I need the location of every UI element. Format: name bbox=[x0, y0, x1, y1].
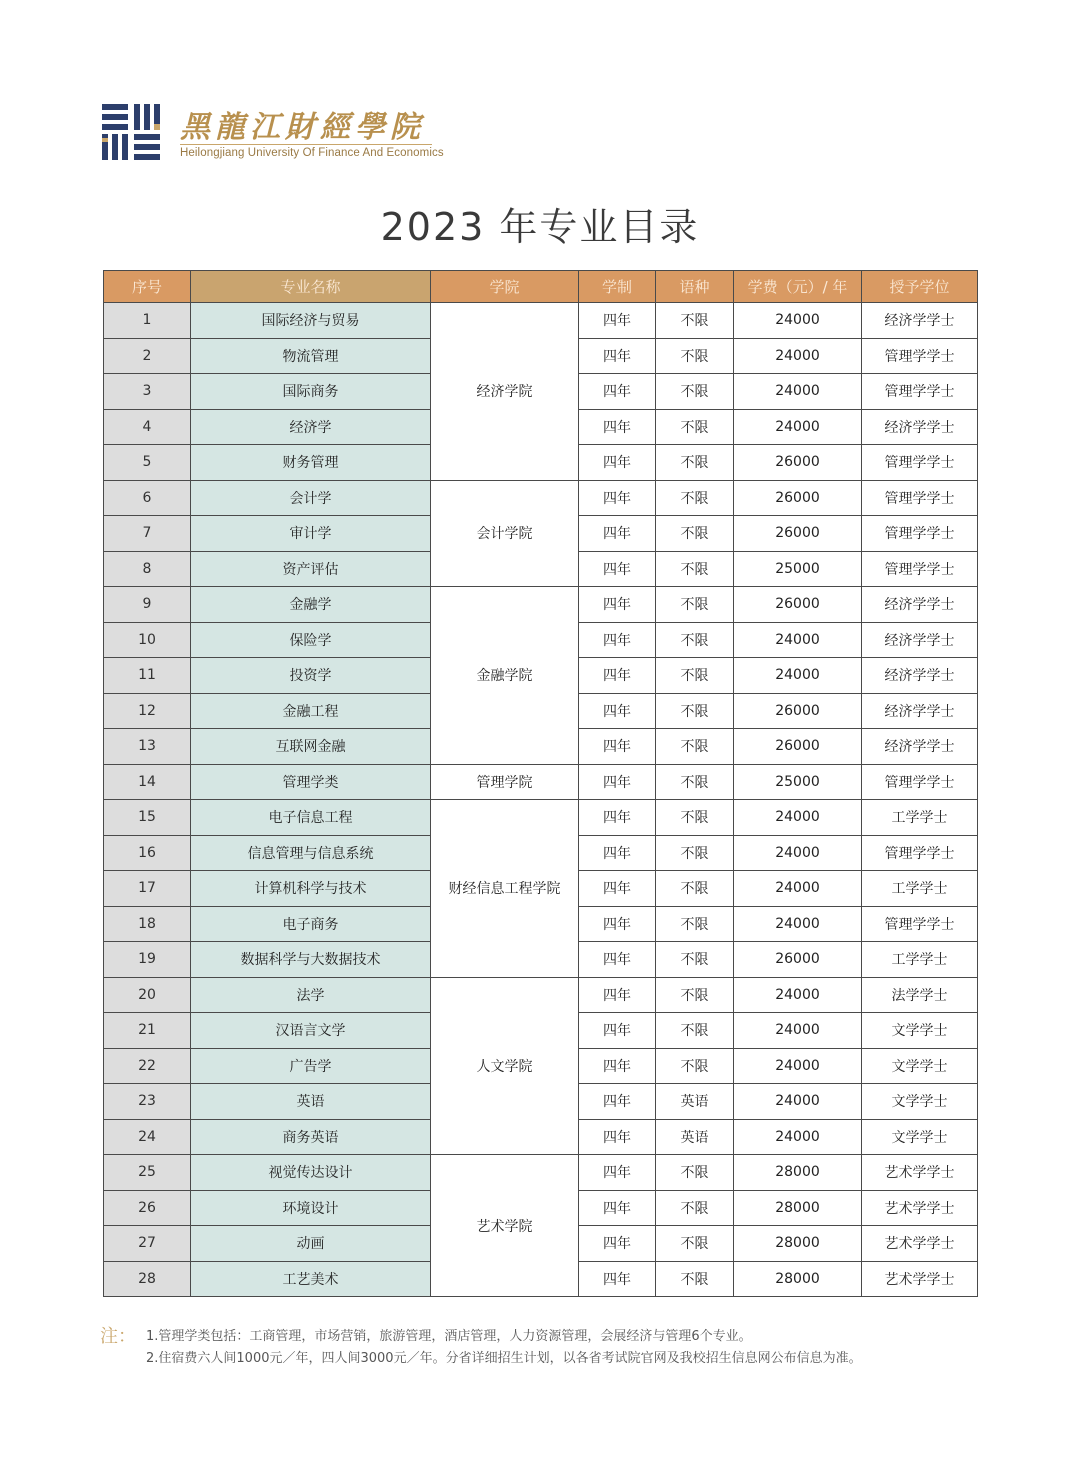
college-name: 艺术学院 bbox=[431, 1155, 579, 1297]
tuition-fee: 24000 bbox=[734, 906, 862, 942]
tuition-fee: 26000 bbox=[734, 693, 862, 729]
major-name: 工艺美术 bbox=[191, 1261, 431, 1297]
degree: 工学学士 bbox=[862, 800, 978, 836]
degree: 经济学学士 bbox=[862, 693, 978, 729]
table-body bbox=[104, 303, 978, 1297]
degree: 工学学士 bbox=[862, 871, 978, 907]
degree: 文学学士 bbox=[862, 1048, 978, 1084]
tuition-fee: 26000 bbox=[734, 729, 862, 765]
duration: 四年 bbox=[579, 1084, 656, 1120]
table-row bbox=[104, 587, 978, 623]
degree: 管理学学士 bbox=[862, 374, 978, 410]
duration: 四年 bbox=[579, 658, 656, 694]
language: 不限 bbox=[656, 1190, 734, 1226]
tuition-fee: 24000 bbox=[734, 1084, 862, 1120]
degree: 管理学学士 bbox=[862, 764, 978, 800]
language: 不限 bbox=[656, 764, 734, 800]
row-number: 24 bbox=[104, 1119, 191, 1155]
major-name: 电子信息工程 bbox=[191, 800, 431, 836]
major-name: 保险学 bbox=[191, 622, 431, 658]
duration: 四年 bbox=[579, 764, 656, 800]
duration: 四年 bbox=[579, 1048, 656, 1084]
row-number: 2 bbox=[104, 338, 191, 374]
language: 不限 bbox=[656, 835, 734, 871]
tuition-fee: 24000 bbox=[734, 977, 862, 1013]
duration: 四年 bbox=[579, 1119, 656, 1155]
degree: 经济学学士 bbox=[862, 658, 978, 694]
duration: 四年 bbox=[579, 338, 656, 374]
major-name: 互联网金融 bbox=[191, 729, 431, 765]
table-row bbox=[104, 977, 978, 1013]
degree: 经济学学士 bbox=[862, 622, 978, 658]
row-number: 22 bbox=[104, 1048, 191, 1084]
degree: 管理学学士 bbox=[862, 516, 978, 552]
duration: 四年 bbox=[579, 906, 656, 942]
major-name: 财务管理 bbox=[191, 445, 431, 481]
language: 不限 bbox=[656, 551, 734, 587]
header-fee: 学费（元）/ 年 bbox=[734, 271, 862, 303]
tuition-fee: 25000 bbox=[734, 764, 862, 800]
row-number: 3 bbox=[104, 374, 191, 410]
table-row bbox=[104, 480, 978, 516]
duration: 四年 bbox=[579, 1226, 656, 1262]
language: 不限 bbox=[656, 693, 734, 729]
major-name: 广告学 bbox=[191, 1048, 431, 1084]
language: 不限 bbox=[656, 1261, 734, 1297]
note-line-1: 1.管理学类包括：工商管理，市场营销，旅游管理，酒店管理，人力资源管理，会展经济与管理6个专业。 bbox=[146, 1329, 752, 1344]
tuition-fee: 24000 bbox=[734, 1119, 862, 1155]
major-name: 法学 bbox=[191, 977, 431, 1013]
college-name: 人文学院 bbox=[431, 977, 579, 1155]
university-name-cn: 黑龍江財經學院 bbox=[180, 110, 425, 145]
header-language: 语种 bbox=[656, 271, 734, 303]
degree: 管理学学士 bbox=[862, 480, 978, 516]
language: 不限 bbox=[656, 729, 734, 765]
duration: 四年 bbox=[579, 480, 656, 516]
degree: 艺术学学士 bbox=[862, 1190, 978, 1226]
major-name: 环境设计 bbox=[191, 1190, 431, 1226]
major-name: 会计学 bbox=[191, 480, 431, 516]
degree: 文学学士 bbox=[862, 1084, 978, 1120]
tuition-fee: 26000 bbox=[734, 445, 862, 481]
tuition-fee: 26000 bbox=[734, 587, 862, 623]
tuition-fee: 26000 bbox=[734, 480, 862, 516]
row-number: 7 bbox=[104, 516, 191, 552]
duration: 四年 bbox=[579, 587, 656, 623]
major-name: 金融学 bbox=[191, 587, 431, 623]
tuition-fee: 28000 bbox=[734, 1226, 862, 1262]
row-number: 6 bbox=[104, 480, 191, 516]
tuition-fee: 24000 bbox=[734, 835, 862, 871]
language: 不限 bbox=[656, 1226, 734, 1262]
major-name: 计算机科学与技术 bbox=[191, 871, 431, 907]
major-name: 物流管理 bbox=[191, 338, 431, 374]
degree: 艺术学学士 bbox=[862, 1226, 978, 1262]
duration: 四年 bbox=[579, 871, 656, 907]
tuition-fee: 24000 bbox=[734, 338, 862, 374]
language: 英语 bbox=[656, 1119, 734, 1155]
row-number: 26 bbox=[104, 1190, 191, 1226]
header-degree: 授予学位 bbox=[862, 271, 978, 303]
note-line-2: 2.住宿费六人间1000元／年，四人间3000元／年。分省详细招生计划，以各省考试院官网及我校招生信息网公布信息为准。 bbox=[146, 1351, 862, 1366]
major-name: 管理学类 bbox=[191, 764, 431, 800]
duration: 四年 bbox=[579, 729, 656, 765]
major-name: 国际经济与贸易 bbox=[191, 303, 431, 339]
tuition-fee: 28000 bbox=[734, 1190, 862, 1226]
college-name: 财经信息工程学院 bbox=[431, 800, 579, 978]
major-name: 电子商务 bbox=[191, 906, 431, 942]
row-number: 10 bbox=[104, 622, 191, 658]
tuition-fee: 24000 bbox=[734, 871, 862, 907]
tuition-fee: 24000 bbox=[734, 800, 862, 836]
page-title: 2023 年专业目录 bbox=[380, 205, 700, 249]
degree: 经济学学士 bbox=[862, 303, 978, 339]
row-number: 16 bbox=[104, 835, 191, 871]
table-row bbox=[104, 764, 978, 800]
row-number: 18 bbox=[104, 906, 191, 942]
table-header-row bbox=[104, 271, 978, 303]
degree: 法学学士 bbox=[862, 977, 978, 1013]
language: 不限 bbox=[656, 942, 734, 978]
major-name: 国际商务 bbox=[191, 374, 431, 410]
row-number: 12 bbox=[104, 693, 191, 729]
major-name: 商务英语 bbox=[191, 1119, 431, 1155]
duration: 四年 bbox=[579, 409, 656, 445]
row-number: 27 bbox=[104, 1226, 191, 1262]
language: 不限 bbox=[656, 374, 734, 410]
language: 不限 bbox=[656, 658, 734, 694]
duration: 四年 bbox=[579, 1190, 656, 1226]
degree: 文学学士 bbox=[862, 1013, 978, 1049]
degree: 经济学学士 bbox=[862, 587, 978, 623]
tuition-fee: 24000 bbox=[734, 658, 862, 694]
row-number: 23 bbox=[104, 1084, 191, 1120]
row-number: 14 bbox=[104, 764, 191, 800]
language: 不限 bbox=[656, 977, 734, 1013]
duration: 四年 bbox=[579, 942, 656, 978]
degree: 工学学士 bbox=[862, 942, 978, 978]
major-name: 汉语言文学 bbox=[191, 1013, 431, 1049]
notes-label: 注： bbox=[100, 1326, 136, 1347]
language: 不限 bbox=[656, 1155, 734, 1191]
row-number: 1 bbox=[104, 303, 191, 339]
duration: 四年 bbox=[579, 1155, 656, 1191]
duration: 四年 bbox=[579, 374, 656, 410]
major-name: 金融工程 bbox=[191, 693, 431, 729]
duration: 四年 bbox=[579, 977, 656, 1013]
language: 不限 bbox=[656, 1013, 734, 1049]
degree: 管理学学士 bbox=[862, 551, 978, 587]
tuition-fee: 24000 bbox=[734, 409, 862, 445]
row-number: 15 bbox=[104, 800, 191, 836]
table-row bbox=[104, 303, 978, 339]
language: 不限 bbox=[656, 1048, 734, 1084]
row-number: 8 bbox=[104, 551, 191, 587]
duration: 四年 bbox=[579, 622, 656, 658]
degree: 文学学士 bbox=[862, 1119, 978, 1155]
tuition-fee: 26000 bbox=[734, 516, 862, 552]
tuition-fee: 24000 bbox=[734, 622, 862, 658]
university-name-en: Heilongjiang University Of Finance And Economics bbox=[180, 144, 432, 159]
degree: 管理学学士 bbox=[862, 835, 978, 871]
table-row bbox=[104, 800, 978, 836]
header-college: 学院 bbox=[431, 271, 579, 303]
tuition-fee: 25000 bbox=[734, 551, 862, 587]
tuition-fee: 24000 bbox=[734, 303, 862, 339]
language: 不限 bbox=[656, 800, 734, 836]
duration: 四年 bbox=[579, 516, 656, 552]
tuition-fee: 24000 bbox=[734, 374, 862, 410]
duration: 四年 bbox=[579, 693, 656, 729]
tuition-fee: 26000 bbox=[734, 942, 862, 978]
header-no: 序号 bbox=[104, 271, 191, 303]
degree: 管理学学士 bbox=[862, 445, 978, 481]
row-number: 13 bbox=[104, 729, 191, 765]
duration: 四年 bbox=[579, 1261, 656, 1297]
tuition-fee: 28000 bbox=[734, 1155, 862, 1191]
college-name: 经济学院 bbox=[431, 303, 579, 481]
college-name: 会计学院 bbox=[431, 480, 579, 587]
language: 不限 bbox=[656, 445, 734, 481]
header-duration: 学制 bbox=[579, 271, 656, 303]
degree: 艺术学学士 bbox=[862, 1261, 978, 1297]
language: 不限 bbox=[656, 303, 734, 339]
major-name: 视觉传达设计 bbox=[191, 1155, 431, 1191]
row-number: 17 bbox=[104, 871, 191, 907]
degree: 经济学学士 bbox=[862, 409, 978, 445]
language: 不限 bbox=[656, 587, 734, 623]
language: 不限 bbox=[656, 871, 734, 907]
table-row bbox=[104, 1155, 978, 1191]
duration: 四年 bbox=[579, 835, 656, 871]
language: 不限 bbox=[656, 480, 734, 516]
row-number: 11 bbox=[104, 658, 191, 694]
major-name: 经济学 bbox=[191, 409, 431, 445]
college-name: 管理学院 bbox=[431, 764, 579, 800]
row-number: 25 bbox=[104, 1155, 191, 1191]
language: 不限 bbox=[656, 622, 734, 658]
major-name: 英语 bbox=[191, 1084, 431, 1120]
row-number: 20 bbox=[104, 977, 191, 1013]
degree: 管理学学士 bbox=[862, 338, 978, 374]
header-major-name: 专业名称 bbox=[191, 271, 431, 303]
tuition-fee: 24000 bbox=[734, 1013, 862, 1049]
row-number: 21 bbox=[104, 1013, 191, 1049]
tuition-fee: 24000 bbox=[734, 1048, 862, 1084]
logo-emblem-icon bbox=[102, 100, 164, 162]
major-name: 审计学 bbox=[191, 516, 431, 552]
tuition-fee: 28000 bbox=[734, 1261, 862, 1297]
language: 不限 bbox=[656, 906, 734, 942]
major-name: 资产评估 bbox=[191, 551, 431, 587]
language: 不限 bbox=[656, 516, 734, 552]
row-number: 9 bbox=[104, 587, 191, 623]
row-number: 28 bbox=[104, 1261, 191, 1297]
row-number: 19 bbox=[104, 942, 191, 978]
university-logo bbox=[102, 100, 442, 166]
degree: 经济学学士 bbox=[862, 729, 978, 765]
degree: 管理学学士 bbox=[862, 906, 978, 942]
language: 不限 bbox=[656, 409, 734, 445]
duration: 四年 bbox=[579, 303, 656, 339]
major-name: 投资学 bbox=[191, 658, 431, 694]
language: 英语 bbox=[656, 1084, 734, 1120]
degree: 艺术学学士 bbox=[862, 1155, 978, 1191]
major-name: 信息管理与信息系统 bbox=[191, 835, 431, 871]
major-name: 动画 bbox=[191, 1226, 431, 1262]
duration: 四年 bbox=[579, 445, 656, 481]
duration: 四年 bbox=[579, 1013, 656, 1049]
majors-table bbox=[103, 270, 978, 1297]
duration: 四年 bbox=[579, 551, 656, 587]
duration: 四年 bbox=[579, 800, 656, 836]
major-name: 数据科学与大数据技术 bbox=[191, 942, 431, 978]
row-number: 4 bbox=[104, 409, 191, 445]
college-name: 金融学院 bbox=[431, 587, 579, 765]
row-number: 5 bbox=[104, 445, 191, 481]
language: 不限 bbox=[656, 338, 734, 374]
